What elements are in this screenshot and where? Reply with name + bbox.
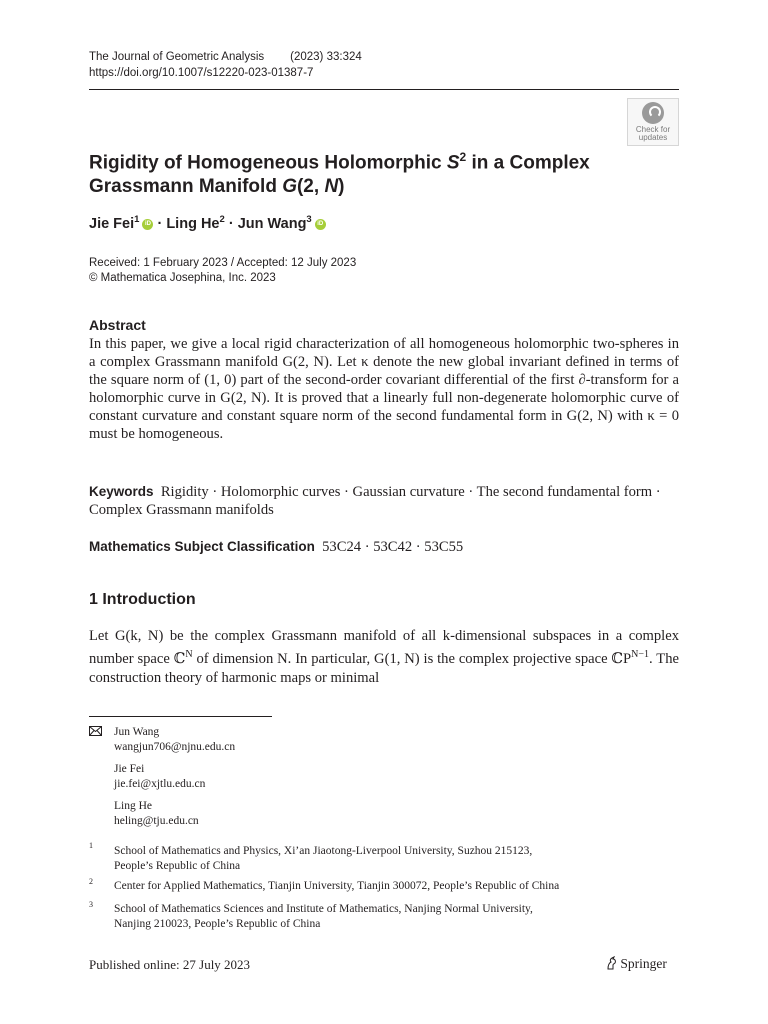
title-text: in a Complex [466,152,590,174]
doi-link[interactable]: https://doi.org/10.1007/s12220-023-01387-7 [89,67,314,79]
check-for-updates-badge[interactable] [627,98,679,146]
header-rule [89,89,679,90]
corresponding-author [114,725,235,755]
contact-email[interactable]: wangjun706@njnu.edu.cn [114,741,236,753]
journal-volume: (2023) 33:324 [290,51,362,63]
affiliation-number: 2 [89,877,93,886]
footnote-rule [89,716,272,717]
contact-email[interactable]: heling@tju.edu.cn [114,815,199,827]
received-accepted: Received: 1 February 2023 / Accepted: 12 July 2023 [89,257,357,269]
article-dates [89,256,356,286]
title-math: S [446,152,460,174]
author-separator: · [224,215,238,232]
intro-text: of dimension N. In particular, G(1, N) is the complex projective space ℂP [192,650,632,667]
affiliation-line: People’s Republic of China [114,860,241,872]
section-heading: 1 Introduction [89,591,196,608]
contact-name: Ling He [114,800,153,812]
affiliation [114,879,559,894]
published-online: Published online: 27 July 2023 [89,957,251,972]
publisher-name: Springer [620,956,667,971]
title-text: Grassmann Manifold [89,176,283,198]
intro-text: . The construction theory of harmonic maps or minimal [89,650,679,686]
orcid-icon[interactable]: iD [315,219,326,230]
intro-superscript: N−1 [631,648,650,660]
msc-codes: 53C24 · 53C42 · 53C55 [322,539,464,555]
contact-name: Jun Wang [114,726,160,738]
contact-block [114,762,205,792]
intro-paragraph [89,627,679,688]
author-affiliation-mark: 1 [134,214,140,225]
abstract-heading: Abstract [89,317,146,333]
intro-superscript: N [185,648,193,660]
keywords [89,483,679,519]
author-affiliation-mark: 2 [219,214,225,225]
author-list [89,214,326,232]
journal-name: The Journal of Geometric Analysis [89,51,265,63]
author-separator: · [153,215,167,232]
keywords-text: Rigidity · Holomorphic curves · Gaussian curvature · The second fundamental form · Complex Grassmann manifolds [89,484,661,519]
author-name[interactable]: Jie Fei [89,215,135,232]
title-text: Rigidity of Homogeneous Holomorphic [89,152,447,174]
affiliation-line: Center for Applied Mathematics, Tianjin University, Tianjin 300072, People’s Republic of China [114,880,560,892]
affiliation [114,902,533,932]
affiliation-line: School of Mathematics Sciences and Institute of Mathematics, Nanjing Normal University, [114,903,533,915]
title-text: ) [338,176,345,198]
title-math: N [324,176,339,198]
author-name[interactable]: Ling He [166,215,220,232]
intro-text: Let G(k, N) be the complex Grassmann manifold of all k-dimensional subspaces in a complex number space ℂ [89,628,679,667]
affiliation-number: 1 [89,841,93,850]
author-name[interactable]: Jun Wang [237,215,307,232]
copyright-line: © Mathematica Josephina, Inc. 2023 [89,272,276,284]
msc-classification [89,539,463,556]
affiliation [114,844,532,874]
affiliation-line: Nanjing 210023, People’s Republic of China [114,918,321,930]
contact-email[interactable]: jie.fei@xjtlu.edu.cn [114,778,206,790]
title-math: G [282,176,297,198]
contact-name: Jie Fei [114,763,145,775]
author-affiliation-mark: 3 [306,214,312,225]
check-updates-line2: updates [638,133,668,142]
orcid-icon[interactable]: iD [142,219,153,230]
keywords-label: Keywords [89,484,154,499]
contact-block [114,799,199,829]
title-text: (2, [296,176,325,198]
running-header [89,49,362,81]
envelope-icon [89,726,102,741]
publisher-logo [605,956,667,972]
check-updates-line1: Check for [635,125,671,134]
article-title [89,145,609,199]
affiliation-line: School of Mathematics and Physics, Xi’an Jiaotong-Liverpool University, Suzhou 215123, [114,845,533,857]
affiliation-number: 3 [89,900,93,909]
springer-horse-icon [605,956,617,970]
abstract-text: In this paper, we give a local rigid characterization of all homogeneous holomorphic two-spheres in a complex Grassmann manifold G(2, N). Let κ denote the new global invariant defined in terms of the square norm of (1, 0) part of the second-order covariant differential of the first ∂-transform for a holomorphic curve in G(2, N). It is proved that a linearly full non-degenerate holomorphic curve of constant curvature and constant square norm of the second fundamental form in G(2, N) with κ = 0 must be homogeneous. [89,336,679,443]
msc-label: Mathematics Subject Classification [89,539,315,554]
check-updates-icon [642,102,664,124]
title-superscript: 2 [459,150,467,164]
